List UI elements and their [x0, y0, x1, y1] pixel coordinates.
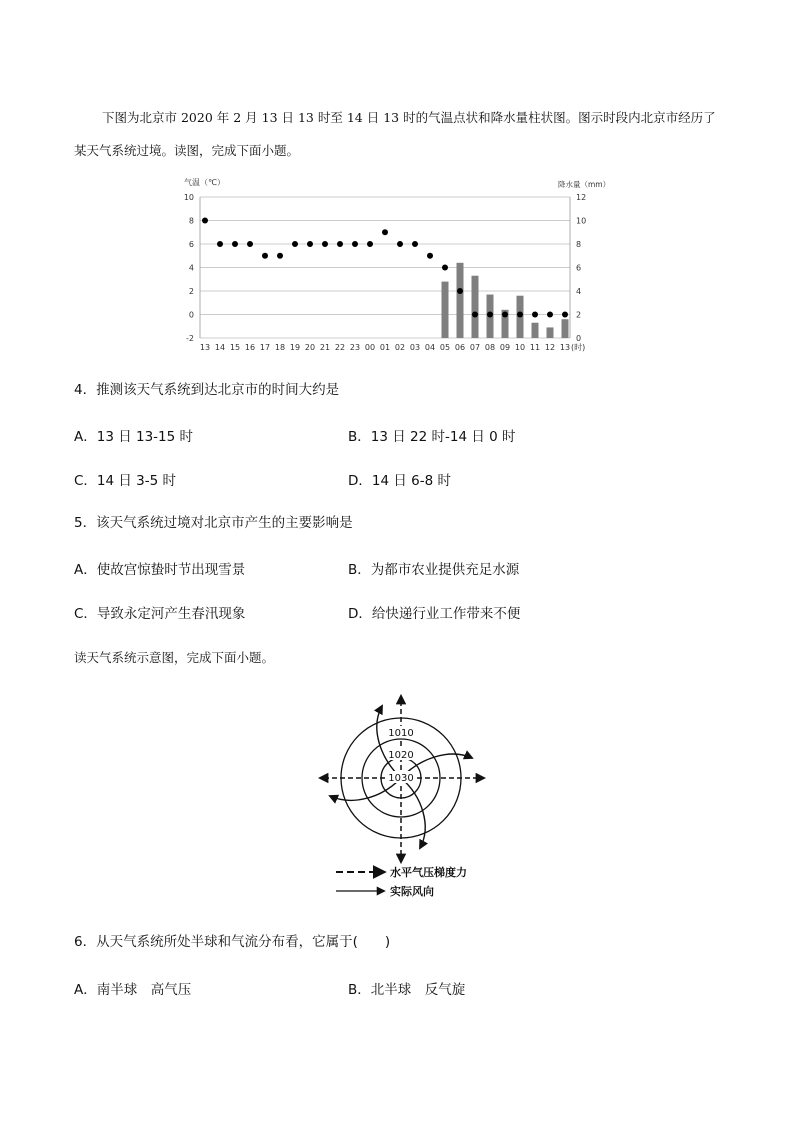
- intro-text: 下图为北京市 2020 年 2 月 13 日 13 时至 14 日 13 时的气温点状和降水量柱状图。图示时段内北京市经历了某天气系统过境。读图，完成下面小题。: [74, 110, 716, 158]
- temperature-point: [217, 241, 223, 247]
- temperature-point: [427, 253, 433, 259]
- x-tick-label: 23: [349, 343, 361, 352]
- temperature-point: [292, 241, 298, 247]
- x-tick-label: 01: [379, 343, 391, 352]
- x-tick-label: 02: [394, 343, 406, 352]
- q4-option-c[interactable]: C．14 日 3-5 时: [74, 473, 177, 489]
- temperature-point: [517, 312, 523, 318]
- x-tick-label: 17: [259, 343, 271, 352]
- temperature-point: [562, 312, 568, 318]
- x-tick-label: 10: [514, 343, 526, 352]
- left-tick-label: 4: [188, 263, 194, 273]
- temperature-point: [247, 241, 253, 247]
- right-tick-label: 10: [576, 216, 587, 226]
- temperature-point: [532, 312, 538, 318]
- legend-pressure-label: 水平气压梯度力: [390, 866, 467, 879]
- precipitation-bar: [442, 282, 449, 338]
- weather-system-diagram: [310, 688, 510, 903]
- left-tick-label: -2: [186, 334, 194, 343]
- x-tick-label: 09: [499, 343, 511, 352]
- wind-arrow-up: [377, 706, 401, 778]
- q5-option-a[interactable]: A．使故宫惊蛰时节出现雪景: [74, 562, 246, 578]
- precipitation-bar: [472, 276, 479, 338]
- x-tick-label: 13: [559, 343, 571, 352]
- x-tick-label: 07: [469, 343, 481, 352]
- temperature-point: [547, 312, 553, 318]
- temperature-point: [487, 312, 493, 318]
- isobar-label-1010: 1010: [388, 728, 414, 739]
- x-tick-label: 13: [199, 343, 211, 352]
- temperature-point: [307, 241, 313, 247]
- right-tick-label: 2: [576, 310, 582, 320]
- temperature-point: [262, 253, 268, 259]
- isobar-label-1020: 1020: [388, 750, 414, 761]
- legend-wind-label: 实际风向: [390, 885, 434, 898]
- temperature-point: [277, 253, 283, 259]
- q6-stem: 6．从天气系统所处半球和气流分布看，它属于( ): [74, 934, 391, 950]
- x-tick-label: 19: [289, 343, 301, 352]
- q5-option-b[interactable]: B．为都市农业提供充足水源: [348, 562, 520, 578]
- x-tick-label: 21: [319, 343, 331, 352]
- precipitation-bar: [547, 327, 554, 338]
- temperature-point: [232, 241, 238, 247]
- q4-option-a[interactable]: A．13 日 13-15 时: [74, 429, 194, 445]
- x-tick-label: 00: [364, 343, 376, 352]
- x-tick-label: 14: [214, 343, 226, 352]
- right-tick-label: 0: [576, 334, 582, 343]
- q4-option-d[interactable]: D．14 日 6-8 时: [348, 473, 451, 489]
- temperature-point: [397, 241, 403, 247]
- x-tick-label: 11: [529, 343, 541, 352]
- x-tick-label: 04: [424, 343, 436, 352]
- x-tick-label: 06: [454, 343, 466, 352]
- q5-stem: 5．该天气系统过境对北京市产生的主要影响是: [74, 515, 353, 531]
- x-tick-label: 05: [439, 343, 451, 352]
- temperature-point: [472, 312, 478, 318]
- left-axis-label: 气温（℃）: [184, 178, 225, 187]
- intro2-text: 读天气系统示意图，完成下面小题。: [74, 650, 275, 665]
- left-tick-label: 0: [188, 310, 194, 320]
- q5-option-c[interactable]: C．导致永定河产生春汛现象: [74, 606, 246, 622]
- q6-option-b[interactable]: B．北半球 反气旋: [348, 982, 466, 998]
- x-tick-label: 08: [484, 343, 496, 352]
- left-tick-label: 8: [188, 216, 194, 226]
- temperature-point: [202, 218, 208, 224]
- left-tick-label: 10: [183, 193, 194, 202]
- temperature-point: [412, 241, 418, 247]
- right-tick-label: 8: [576, 240, 582, 249]
- left-tick-label: 6: [188, 240, 194, 249]
- right-axis-label: 降水量（mm）: [558, 180, 611, 189]
- precipitation-bar: [532, 323, 539, 338]
- temperature-point: [382, 229, 388, 235]
- temperature-point: [457, 288, 463, 294]
- q4-stem: 4．推测该天气系统到达北京市的时间大约是: [74, 382, 340, 398]
- temperature-point: [322, 241, 328, 247]
- x-tick-label: 12: [544, 343, 556, 352]
- left-tick-label: 2: [188, 287, 194, 296]
- precipitation-bar: [457, 263, 464, 338]
- x-tick-label: 22: [334, 343, 346, 352]
- x-tick-label: 18: [274, 343, 286, 352]
- temperature-point: [442, 265, 448, 271]
- q5-option-d[interactable]: D．给快递行业工作带来不便: [348, 606, 521, 622]
- temperature-point: [367, 241, 373, 247]
- temperature-point: [337, 241, 343, 247]
- precipitation-bar: [562, 319, 569, 338]
- temperature-precipitation-chart: [170, 175, 620, 355]
- right-tick-label: 12: [576, 193, 587, 202]
- temperature-point: [502, 312, 508, 318]
- x-tick-label: 15: [229, 343, 241, 352]
- x-tick-label: 20: [304, 343, 316, 352]
- x-tick-label: 16: [244, 343, 256, 352]
- temperature-point: [352, 241, 358, 247]
- x-unit-label: (时): [571, 343, 586, 352]
- x-tick-label: 03: [409, 343, 421, 352]
- q4-option-b[interactable]: B．13 日 22 时-14 日 0 时: [348, 429, 516, 445]
- right-tick-label: 4: [576, 287, 582, 296]
- right-tick-label: 6: [576, 263, 582, 273]
- isobar-label-1030: 1030: [388, 773, 414, 784]
- q6-option-a[interactable]: A．南半球 高气压: [74, 982, 192, 998]
